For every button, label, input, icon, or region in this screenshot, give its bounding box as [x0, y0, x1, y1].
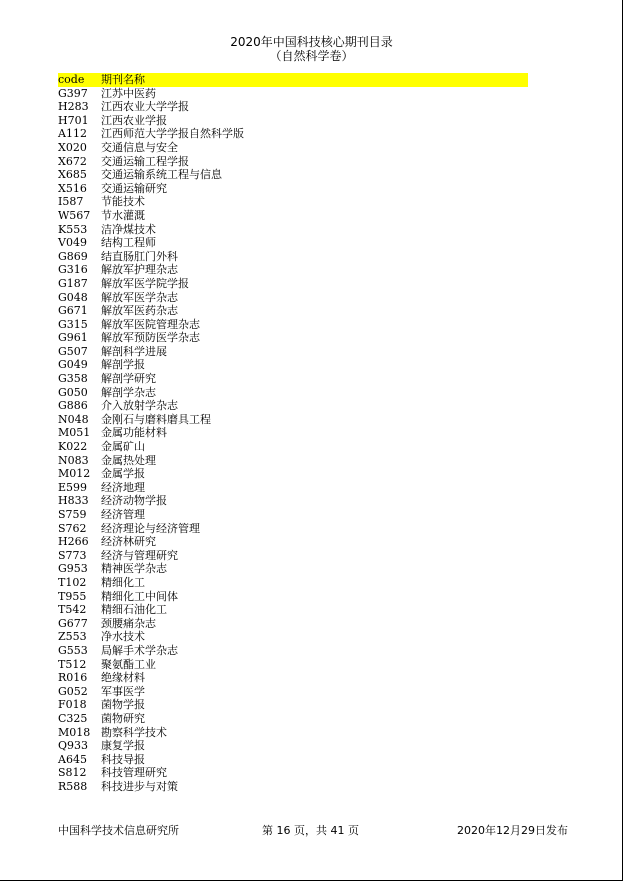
journal-code: G315	[58, 317, 88, 331]
journal-name: 聚氨酯工业	[101, 657, 156, 671]
journal-code: K553	[58, 222, 88, 236]
table-row	[58, 726, 528, 740]
journal-code: S812	[58, 766, 87, 780]
journal-code: A645	[58, 752, 87, 766]
table-row	[58, 413, 528, 427]
page-title: 2020年中国科技核心期刊目录	[230, 35, 393, 49]
footer-publisher: 中国科学技术信息研究所	[58, 824, 179, 837]
journal-name: 颈腰痛杂志	[101, 616, 156, 630]
journal-name: 解放军护理杂志	[101, 263, 178, 277]
journal-name: 经济理论与经济管理	[101, 521, 200, 535]
journal-code: G316	[58, 263, 88, 277]
footer-page-number: 第 16 页，共 41 页	[262, 824, 359, 837]
journal-code: R588	[58, 779, 88, 793]
journal-name: 净水技术	[101, 630, 145, 644]
journal-code: H266	[58, 535, 89, 549]
journal-code: X685	[58, 168, 87, 182]
table-row	[58, 345, 528, 359]
journal-name: 菌物研究	[101, 711, 145, 725]
table-row	[58, 494, 528, 508]
journal-code: T955	[58, 589, 87, 603]
journal-name: 交通运输系统工程与信息	[101, 168, 222, 182]
table-row	[58, 617, 528, 631]
table-row	[58, 630, 528, 644]
table-row	[58, 358, 528, 372]
journal-name: 金属热处理	[101, 453, 156, 467]
journal-name: 科技管理研究	[101, 766, 167, 780]
table-row	[58, 590, 528, 604]
journal-code: F018	[58, 698, 87, 712]
journal-code: G050	[58, 385, 88, 399]
journal-code: A112	[58, 127, 87, 141]
journal-code: S762	[58, 521, 87, 535]
journal-name: 江西师范大学学报自然科学版	[101, 127, 244, 141]
journal-name: 绝缘材料	[101, 671, 145, 685]
journal-name: 解剖学杂志	[101, 385, 156, 399]
table-row	[58, 766, 528, 780]
code-column-header: code	[58, 73, 85, 86]
table-row	[58, 182, 528, 196]
table-row	[58, 739, 528, 753]
table-row	[58, 644, 528, 658]
journal-name: 金属学报	[101, 467, 145, 481]
table-row	[58, 168, 528, 182]
journal-code: G553	[58, 643, 88, 657]
journal-code: G397	[58, 86, 88, 100]
journal-code: S773	[58, 548, 87, 562]
journal-code: G886	[58, 399, 88, 413]
journal-code: S759	[58, 508, 87, 521]
table-row	[58, 576, 528, 590]
journal-name: 局解手术学杂志	[101, 643, 178, 657]
table-row	[58, 426, 528, 440]
table-row	[58, 658, 528, 672]
journal-code: G869	[58, 249, 88, 263]
journal-name: 精细化工中间体	[101, 589, 178, 603]
journal-name: 交通运输工程学报	[101, 154, 189, 168]
journal-name: 解剖科学进展	[101, 344, 167, 358]
table-row	[58, 440, 528, 454]
table-row	[58, 114, 528, 128]
journal-name: 金属功能材料	[101, 426, 167, 440]
journal-name: 江西农业学报	[101, 113, 167, 127]
table-row	[58, 127, 528, 141]
journal-name: 经济管理	[101, 508, 145, 521]
journal-code: M012	[58, 467, 91, 481]
journal-code: H283	[58, 100, 89, 114]
journal-name: 洁净煤技术	[101, 222, 156, 236]
journal-code: C325	[58, 711, 88, 725]
table-row	[58, 236, 528, 250]
journal-name: 解放军预防医学杂志	[101, 331, 200, 345]
table-row	[58, 685, 528, 699]
journal-name: 康复学报	[101, 739, 145, 753]
journal-code: G187	[58, 276, 88, 290]
journal-name: 军事医学	[101, 684, 145, 698]
journal-name: 精细化工	[101, 575, 145, 589]
journal-code: E599	[58, 480, 88, 494]
table-row	[58, 698, 528, 712]
table-row	[58, 263, 528, 277]
table-row	[58, 454, 528, 468]
journal-name: 江苏中医药	[101, 86, 156, 100]
table-row	[58, 100, 528, 114]
journal-name: 解放军医院管理杂志	[101, 317, 200, 331]
journal-code: K022	[58, 440, 88, 454]
table-row	[58, 508, 528, 522]
journal-name: 介入放射学杂志	[101, 399, 178, 413]
journal-code: G961	[58, 331, 88, 345]
table-row	[58, 467, 528, 481]
journal-name: 精细石油化工	[101, 603, 167, 617]
journal-code: N048	[58, 412, 89, 426]
footer-release-date: 2020年12月29日发布	[457, 824, 568, 837]
table-row	[58, 712, 528, 726]
journal-name: 菌物学报	[101, 698, 145, 712]
table-row	[58, 209, 528, 223]
table-row	[58, 549, 528, 563]
journal-code: T512	[58, 657, 87, 671]
journal-code: R016	[58, 671, 88, 685]
journal-code: N083	[58, 453, 89, 467]
journal-name: 金属矿山	[101, 440, 145, 454]
journal-name: 节水灌溉	[101, 208, 145, 222]
journal-name: 交通信息与安全	[101, 140, 178, 154]
journal-code: G507	[58, 344, 88, 358]
journal-name: 科技导报	[101, 752, 145, 766]
journal-code: G052	[58, 684, 88, 698]
journal-code: Z553	[58, 630, 87, 644]
table-row	[58, 562, 528, 576]
journal-code: M051	[58, 426, 91, 440]
table-row	[58, 780, 528, 794]
journal-code: G677	[58, 616, 88, 630]
journal-name: 经济与管理研究	[101, 548, 178, 562]
journal-name: 金刚石与磨料磨具工程	[101, 412, 211, 426]
table-row	[58, 671, 528, 685]
journal-name: 江西农业大学学报	[101, 100, 189, 114]
table-row	[58, 195, 528, 209]
journal-name: 勘察科学技术	[101, 725, 167, 739]
table-row	[58, 223, 528, 237]
table-row	[58, 753, 528, 767]
table-header-row	[58, 73, 528, 87]
journal-name: 解剖学研究	[101, 372, 156, 386]
journal-code: Q933	[58, 739, 89, 753]
table-row	[58, 522, 528, 536]
table-row	[58, 291, 528, 305]
journal-name: 经济林研究	[101, 535, 156, 549]
journal-code: G358	[58, 372, 88, 386]
table-row	[58, 481, 528, 495]
table-row	[58, 386, 528, 400]
journal-code: T542	[58, 603, 87, 617]
table-row	[58, 87, 528, 101]
journal-code: X672	[58, 154, 87, 168]
page-subtitle: （自然科学卷）	[269, 49, 354, 63]
journal-code: G671	[58, 304, 88, 318]
journal-code: H833	[58, 494, 89, 508]
table-row	[58, 603, 528, 617]
journal-code: H701	[58, 113, 89, 127]
journal-name: 结直肠肛门外科	[101, 249, 178, 263]
table-row	[58, 141, 528, 155]
table-row	[58, 277, 528, 291]
table-row	[58, 318, 528, 332]
journal-name: 节能技术	[101, 195, 145, 209]
journal-name: 解放军医学杂志	[101, 290, 178, 304]
table-row	[58, 399, 528, 413]
journal-code: T102	[58, 575, 87, 589]
journal-table	[58, 73, 528, 793]
journal-code: G049	[58, 358, 88, 372]
journal-code: V049	[58, 236, 87, 250]
journal-name: 经济地理	[101, 480, 145, 494]
journal-code: M018	[58, 725, 91, 739]
journal-code: G048	[58, 290, 88, 304]
table-row	[58, 250, 528, 264]
table-row	[58, 535, 528, 549]
table-row	[58, 372, 528, 386]
journal-code: I587	[58, 195, 84, 209]
journal-name: 科技进步与对策	[101, 779, 178, 793]
journal-code: W567	[58, 208, 91, 222]
name-column-header: 期刊名称	[101, 73, 145, 86]
journal-code: X516	[58, 181, 87, 195]
table-body	[58, 87, 528, 794]
journal-name: 结构工程师	[101, 236, 156, 250]
table-row	[58, 331, 528, 345]
table-row	[58, 304, 528, 318]
journal-name: 精神医学杂志	[101, 562, 167, 576]
journal-code: G953	[58, 562, 88, 576]
journal-code: X020	[58, 140, 87, 154]
journal-name: 解放军医学院学报	[101, 276, 189, 290]
table-row	[58, 155, 528, 169]
journal-name: 解放军医药杂志	[101, 304, 178, 318]
journal-name: 交通运输研究	[101, 181, 167, 195]
journal-name: 经济动物学报	[101, 494, 167, 508]
journal-name: 解剖学报	[101, 358, 145, 372]
